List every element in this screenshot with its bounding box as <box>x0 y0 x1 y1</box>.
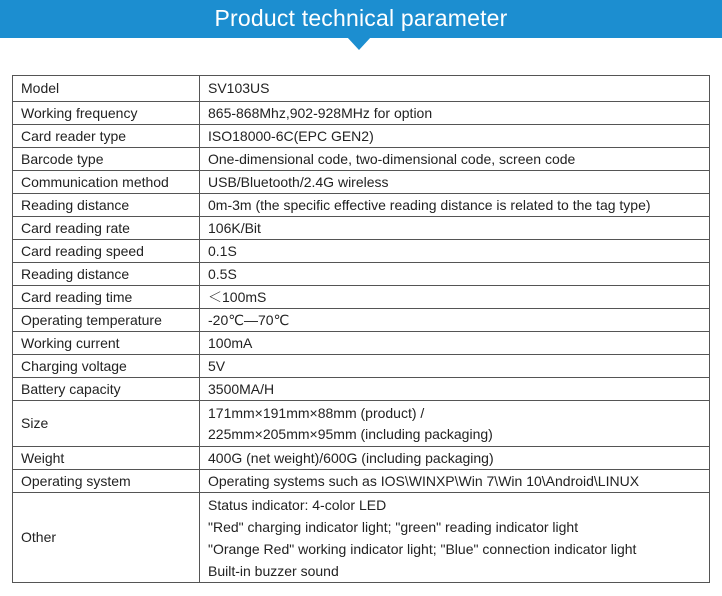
param-value <box>200 309 710 332</box>
param-label: Barcode type <box>13 148 200 171</box>
param-value <box>200 76 710 102</box>
param-value-line: 225mm×205mm×95mm (including packaging) <box>208 425 493 442</box>
param-value <box>200 332 710 355</box>
param-value-line: 0m-3m (the specific effective reading distance is related to the tag type) <box>208 196 651 213</box>
param-value <box>200 263 710 286</box>
param-value <box>200 286 710 309</box>
param-label: Working current <box>13 332 200 355</box>
table-row <box>13 263 710 286</box>
param-label: Other <box>13 493 200 583</box>
table-row <box>13 470 710 493</box>
param-value-line: "Orange Red" working indicator light; "Blue" connection indicator light <box>208 540 637 557</box>
param-value-line: SV103US <box>208 80 270 96</box>
param-label: Charging voltage <box>13 355 200 378</box>
table-row <box>13 447 710 470</box>
header-arrow <box>347 37 371 50</box>
param-value-line: 400G (net weight)/600G (including packaging) <box>208 449 494 466</box>
param-value-line: Operating systems such as IOS\WINXP\Win 7\Win 10\Android\LINUX <box>208 472 640 489</box>
param-value <box>200 355 710 378</box>
param-value-line: 0.5S <box>208 265 237 282</box>
param-value-line: 171mm×191mm×88mm (product) / <box>208 404 425 421</box>
param-label: Card reading rate <box>13 217 200 240</box>
param-value <box>200 240 710 263</box>
param-label: Operating system <box>13 470 200 493</box>
table-row <box>13 401 710 447</box>
table-row <box>13 125 710 148</box>
spec-table-body <box>13 76 710 583</box>
param-label: Reading distance <box>13 263 200 286</box>
table-row <box>13 332 710 355</box>
param-label: Card reading speed <box>13 240 200 263</box>
param-label: Model <box>13 76 200 102</box>
param-value-line: One-dimensional code, two-dimensional code, screen code <box>208 150 576 167</box>
param-value <box>200 447 710 470</box>
param-value-line: Status indicator: 4-color LED <box>208 496 387 513</box>
param-value-line: -20℃—70℃ <box>208 311 290 328</box>
param-value <box>200 102 710 125</box>
table-row <box>13 286 710 309</box>
param-value <box>200 194 710 217</box>
param-value <box>200 217 710 240</box>
param-label: Size <box>13 401 200 447</box>
table-row <box>13 102 710 125</box>
page-title: Product technical parameter <box>214 5 508 31</box>
table-row <box>13 148 710 171</box>
param-value-line: 5V <box>208 357 226 374</box>
param-value-line: 3500MA/H <box>208 380 275 397</box>
param-value-line: ISO18000-6C(EPC GEN2) <box>208 127 374 144</box>
param-value-line: 865-868Mhz,902-928MHz for option <box>208 104 433 121</box>
param-value <box>200 470 710 493</box>
param-value <box>200 171 710 194</box>
param-label: Weight <box>13 447 200 470</box>
table-row <box>13 217 710 240</box>
param-value <box>200 148 710 171</box>
param-value <box>200 401 710 447</box>
param-label: Card reader type <box>13 125 200 148</box>
table-row <box>13 171 710 194</box>
spec-table <box>12 75 710 583</box>
param-value-line: 100mA <box>208 334 253 351</box>
param-label: Working frequency <box>13 102 200 125</box>
table-row <box>13 355 710 378</box>
table-row <box>13 76 710 102</box>
table-row <box>13 240 710 263</box>
param-value-line: ＜100mS <box>208 288 267 305</box>
param-label: Operating temperature <box>13 309 200 332</box>
param-value <box>200 493 710 583</box>
table-row <box>13 309 710 332</box>
param-value <box>200 125 710 148</box>
param-value-line: "Red" charging indicator light; "green" reading indicator light <box>208 518 579 535</box>
param-value-line: 106K/Bit <box>208 219 261 236</box>
param-value-line: USB/Bluetooth/2.4G wireless <box>208 173 389 190</box>
param-value-line: 0.1S <box>208 242 237 259</box>
table-row <box>13 493 710 583</box>
param-label: Communication method <box>13 171 200 194</box>
param-value-line: Built-in buzzer sound <box>208 562 339 579</box>
table-row <box>13 194 710 217</box>
table-row <box>13 378 710 401</box>
param-label: Reading distance <box>13 194 200 217</box>
param-label: Card reading time <box>13 286 200 309</box>
param-value <box>200 378 710 401</box>
param-label: Battery capacity <box>13 378 200 401</box>
